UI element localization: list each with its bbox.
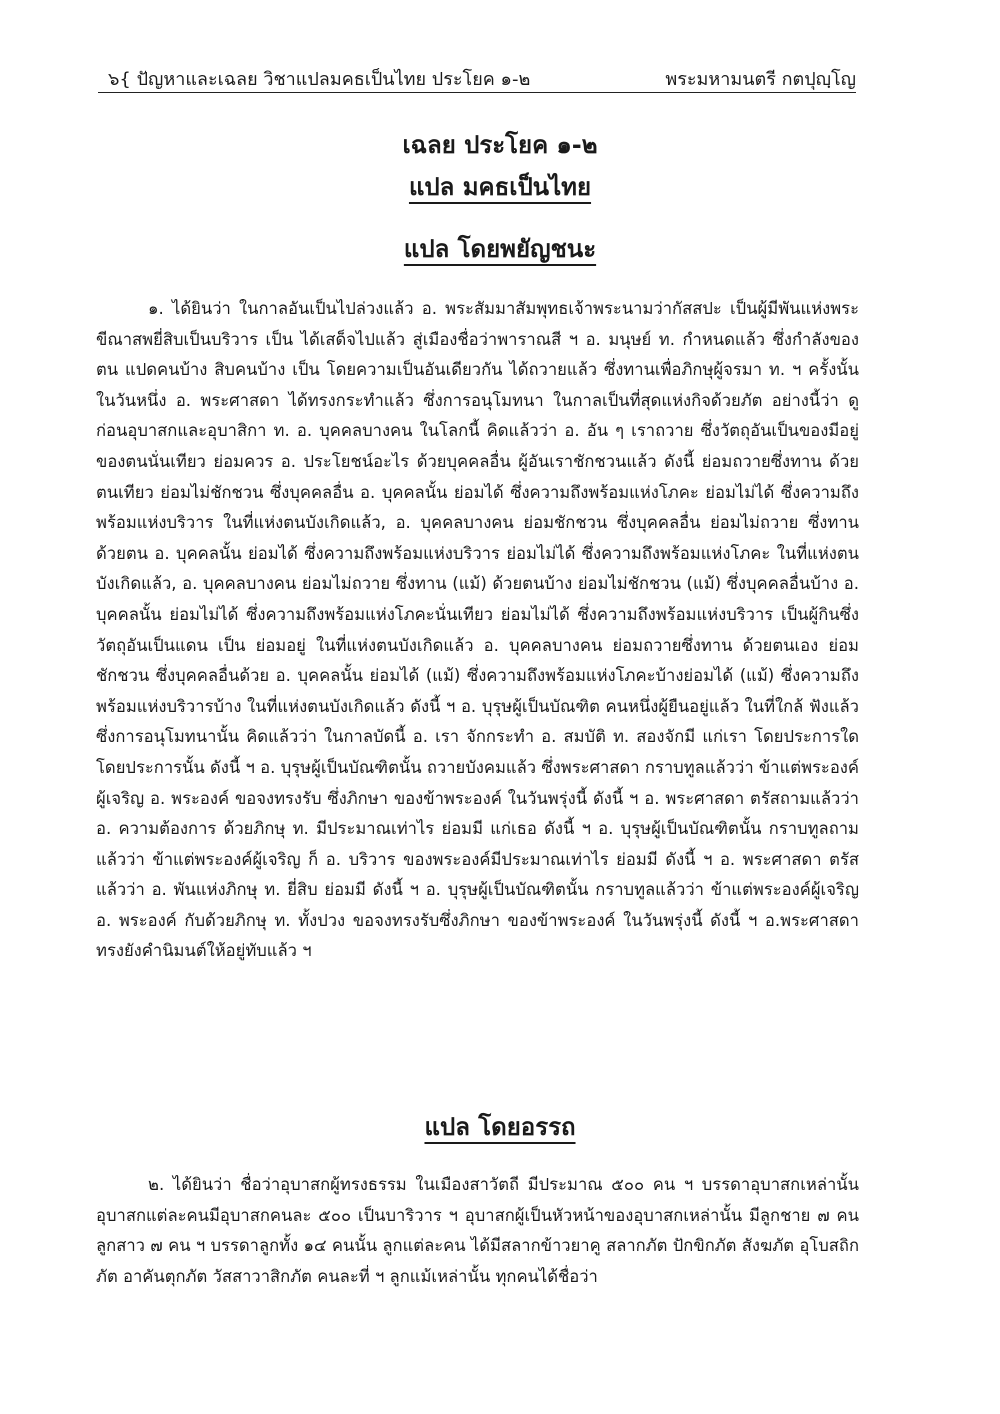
section-title-literal: แปล โดยพยัญชนะ bbox=[403, 235, 597, 263]
header-left-text: ๖{ ปัญหาและเฉลย วิชาแปลมคธเป็นไทย ประโยค ๑-๒ bbox=[108, 69, 531, 90]
subtitle: แปล มคธเป็นไทย bbox=[408, 173, 592, 201]
paragraph-1: ๑. ได้ยินว่า ในกาลอันเป็นไปล่วงแล้ว อ. พระสัมมาสัมพุทธเจ้าพระนามว่ากัสสปะ เป็นผู้มีพันแห่งพระขีณาสพยี่สิบเป็นบริวาร เป็น ได้เสด็จไปแล้ว สู่เมืองชื่อว่าพาราณสี ฯ อ. มนุษย์ ท. กำหนดแล้ว ซึ่งกำลังของตน แปดคนบ้าง สิบคนบ้าง เป็น โดยความเป็นอันเดียวกัน ได้ถวายแล้ว ซึ่งทานเพื่อภิกษุผู้จรมา ท. ฯ ครั้งนั้น ในวันหนึ่ง อ. พระศาสดา ได้ทรงกระทำแล้ว ซึ่งการอนุโมทนา ในกาลเป็นที่สุดแห่งกิจด้วยภัต อย่างนี้ว่า ดูก่อนอุบาสกและอุบาสิกา ท. อ. บุคคลบางคน ในโลกนี้ คิดแล้วว่า อ. อัน ๆ เราถวาย ซึ่งวัตถุอันเป็นของมีอยู่ของตนนั่นเทียว ย่อมควร อ. ประโยชน์อะไร ด้วยบุคคลอื่น ผู้อันเราชักชวนแล้ว ดังนี้ ย่อมถวายซึ่งทาน ด้วยตนเทียว ย่อมไม่ชักชวน ซึ่งบุคคลอื่น อ. บุคคลนั้น ย่อมได้ ซึ่งความถึงพร้อมแห่งโภคะ ย่อมไม่ได้ ซึ่งความถึงพร้อมแห่งบริวาร ในที่แห่งตนบังเกิดแล้ว, อ. บุคคลบางคน ย่อมชักชวน ซึ่งบุคคลอื่น ย่อมไม่ถวาย ซึ่งทาน ด้วยตน อ. บุคคลนั้น ย่อมได้ ซึ่งความถึงพร้อมแห่งบริวาร ย่อมไม่ได้ ซึ่งความถึงพร้อมแห่งโภคะ ในที่แห่งตนบังเกิดแล้ว, อ. บุคคลบางคน ย่อมไม่ถวาย ซึ่งทาน (แม้) ด้วยตนบ้าง ย่อมไม่ชักชวน (แม้) ซึ่งบุคคลอื่นบ้าง อ. บุคคลนั้น ย่อมไม่ได้ ซึ่งความถึงพร้อมแห่งโภคะนั่นเทียว ย่อมไม่ได้ ซึ่งความถึงพร้อมแห่งบริวาร เป็นผู้กินซึ่งวัตถุอันเป็นแดน เป็น ย่อมอยู่ ในที่แห่งตนบังเกิดแล้ว อ. บุคคลบางคน ย่อมถวายซึ่งทาน ด้วยตนเอง ย่อมชักชวน ซึ่งบุคคลอื่นด้วย อ. บุคคลนั้น ย่อมได้ (แม้) ซึ่งความถึงพร้อมแห่งโภคะบ้างย่อมได้ (แม้) ซึ่งความถึงพร้อมแห่งบริวารบ้าง ในที่แห่งตนบังเกิดแล้ว ดังนี้ ฯ อ. บุรุษผู้เป็นบัณฑิต คนหนึ่งผู้ยืนอยู่แล้ว ในที่ใกล้ ฟังแล้ว ซึ่งการอนุโมทนานั้น คิดแล้วว่า ในกาลบัดนี้ อ. เรา จักกระทำ อ. สมบัติ ท. สองจักมี แก่เรา โดยประการใด โดยประการนั้น ดังนี้ ฯ อ. บุรุษผู้เป็นบัณฑิตนั้น ถวายบังคมแล้ว ซึ่งพระศาสดา กราบทูลแล้วว่า ข้าแต่พระองค์ผู้เจริญ อ. พระองค์ ขอจงทรงรับ ซึ่งภิกษา ของข้าพระองค์ ในวันพรุ่งนี้ ดังนี้ ฯ อ. พระศาสดา ตรัสถามแล้วว่า อ. ความต้องการ ด้วยภิกษุ ท. มีประมาณเท่าไร ย่อมมี แก่เธอ ดังนี้ ฯ อ. บุรุษผู้เป็นบัณฑิตนั้น กราบทูลถามแล้วว่า ข้าแต่พระองค์ผู้เจริญ ก็ อ. บริวาร ของพระองค์มีประมาณเท่าไร ย่อมมี ดังนี้ ฯ อ. พระศาสดา ตรัสแล้วว่า อ. พันแห่งภิกษุ ท. ยี่สิบ ย่อมมี ดังนี้ ฯ อ. บุรุษผู้เป็นบัณฑิตนั้น กราบทูลแล้วว่า ข้าแต่พระองค์ผู้เจริญ อ. พระองค์ กับด้วยภิกษุ ท. ทั้งปวง ขอจงทรงรับซึ่งภิกษา ของข้าพระองค์ ในวันพรุ่งนี้ ดังนี้ ฯ อ.พระศาสดา ทรงยังคำนิมนต์ให้อยู่ทับแล้ว ฯ bbox=[96, 299, 859, 961]
section-heading-meaning bbox=[0, 1110, 1000, 1144]
section-heading-literal bbox=[0, 232, 1000, 266]
subtitle-block bbox=[0, 170, 1000, 204]
main-title-block bbox=[0, 128, 1000, 162]
paragraph-2: ๒. ได้ยินว่า ชื่อว่าอุบาสกผู้ทรงธรรม ในเมืองสาวัตถี มีประมาณ ๕๐๐ คน ฯ บรรดาอุบาสกเหล่านั้น อุบาสกแต่ละคนมีอุบาสกคนละ ๕๐๐ เป็นบาริวาร ฯ อุบาสกผู้เป็นหัวหน้าของอุบาสกเหล่านั้น มีลูกชาย ๗ คน ลูกสาว ๗ คน ฯ บรรดาลูกทั้ง ๑๔ คนนั้น ลูกแต่ละคน ได้มีสลากข้าวยาคู สลากภัต ปักขิกภัต สังฆภัต อุโบสถิกภัต อาคันตุกภัต วัสสาวาสิกภัต คนละที่ ฯ ลูกแม้เหล่านั้น ทุกคนได้ชื่อว่า bbox=[96, 1175, 859, 1286]
main-title: เฉลย ประโยค ๑-๒ bbox=[402, 131, 598, 159]
section-title-meaning: แปล โดยอรรถ bbox=[424, 1113, 576, 1141]
page-header bbox=[98, 62, 856, 93]
header-author: พระมหามนตรี กตปุญฺโญ bbox=[665, 69, 856, 90]
